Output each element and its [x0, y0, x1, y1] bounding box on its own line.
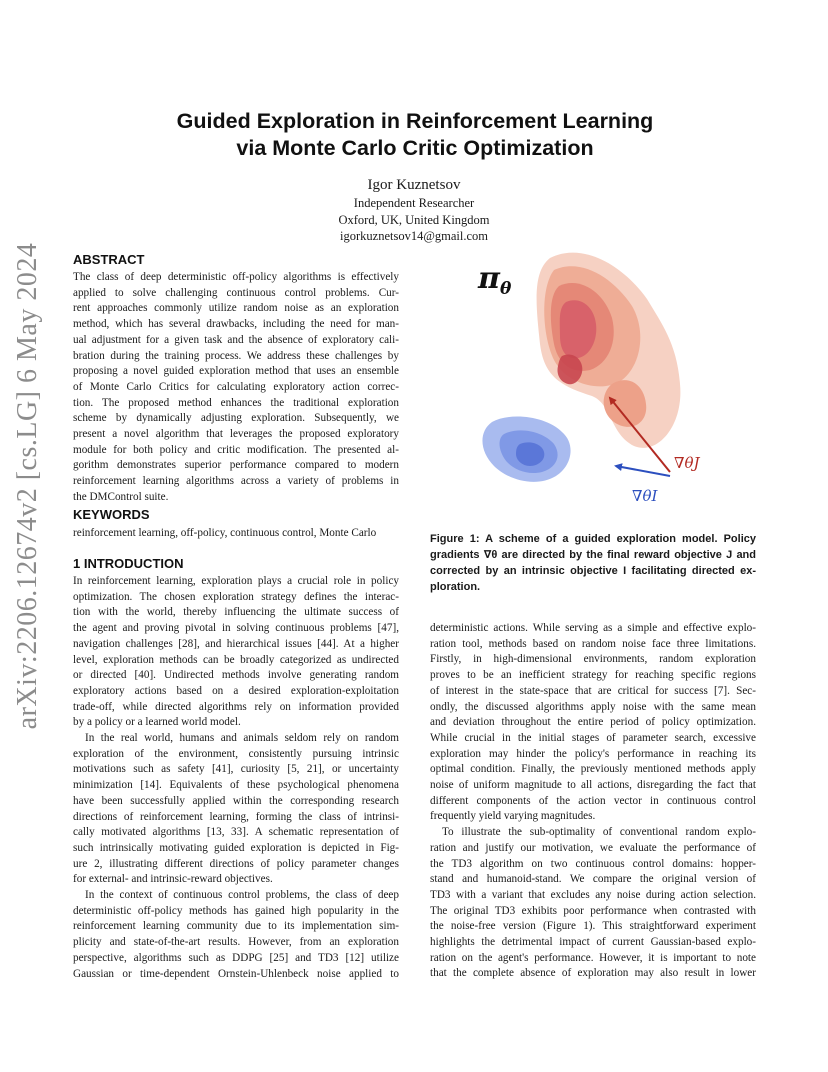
caption-line: Figure 1: A scheme of a guided exploration model. Policy: [430, 533, 756, 545]
caption-line: gradients ∇θ are directed by the final reward objective J and: [430, 549, 756, 561]
intro-line: such intrinsically motivating guided exploration is depicted in Fig-: [73, 841, 399, 854]
abstract-heading: ABSTRACT: [73, 252, 145, 267]
intro-line: In the real world, humans and animals seldom rely on random: [85, 732, 399, 745]
caption-line: ploration.: [430, 581, 481, 593]
intro-line: the agent and proving pivotal in solving continuous problems [47],: [73, 622, 399, 635]
abstract-line: present a novel algorithm that leverages the proposed exploratory: [73, 428, 399, 441]
right-line: TD3 with a variant that excludes any noise during action selection.: [430, 888, 756, 901]
right-line: ration on the agent's performance. However, it is important to note: [430, 951, 756, 964]
right-column-body: [430, 621, 756, 982]
introduction-heading: 1 INTRODUCTION: [73, 556, 184, 571]
keywords-heading: KEYWORDS: [73, 507, 150, 522]
right-line: ration and justify our motivation, we evaluate the performance of: [430, 841, 756, 854]
abstract-line: scheme by dynamically adjusting exploration. Subsequently, we: [73, 412, 399, 425]
intro-line: optimization. The chosen exploration strategy defines the interac-: [73, 590, 399, 603]
policy-label: [477, 261, 512, 299]
right-line: To illustrate the sub-optimality of conventional random explo-: [442, 826, 756, 839]
right-line: different components of the action vector in continuous control: [430, 794, 756, 807]
caption-line: corrected by an intrinsic objective I facilitating directed ex-: [430, 565, 756, 577]
right-line: Firstly, in high-dimensional environments, random exploration: [430, 653, 756, 666]
right-line: the TD3 algorithm on two continuous control domains: hopper-: [430, 857, 756, 870]
right-line: frequently yield varying magnitudes.: [430, 810, 596, 823]
intro-line: plicity and state-of-the-art results. However, from an exploration: [73, 936, 399, 949]
intro-line: tion with the world, thereby influencing the ultimate success of: [73, 606, 399, 619]
intro-line: exploration of the environment, consistently pursuing intrinsic: [73, 747, 399, 760]
abstract-line: proposing a novel guided exploration method that uses an ensemble: [73, 365, 399, 378]
keywords-text: reinforcement learning, off-policy, continuous control, Monte Carlo: [73, 527, 377, 539]
abstract-line: ual adjustment for a given task and the absence of exploratory cali-: [73, 333, 399, 346]
grad-i-arrow: [616, 466, 670, 476]
intro-paragraph: [73, 574, 399, 731]
author-location: Oxford, UK, United Kingdom: [338, 212, 490, 227]
right-line: of interest in the state-space that are critical for success [7]. Sec-: [430, 684, 756, 697]
intro-paragraph: [73, 888, 399, 982]
intro-line: trade-off, while directed algorithms rely on information provided: [73, 700, 399, 713]
right-line: highlights the detrimental impact of current Gaussian-based explo-: [430, 936, 756, 949]
intro-line: cally motivated algorithms [13, 33]. A schematic representation of: [73, 826, 399, 839]
title-line-1: Guided Exploration in Reinforcement Learning: [176, 109, 654, 133]
grad-i-label: ∇θI: [632, 487, 658, 505]
intro-line: Gaussian or time-dependent Ornstein-Uhlenbeck noise applied to: [73, 967, 399, 980]
intro-line: directions of reinforcement learning, forming the class of intrinsi-: [73, 810, 399, 823]
right-paragraph: [430, 825, 756, 982]
intro-line: or directed [40]. Undirected methods involve generating random: [73, 669, 399, 682]
intro-line: ure 2, illustrating different directions of policy parameter changes: [73, 857, 399, 870]
right-line: the noise-free version (Figure 1). This straightforward experiment: [430, 920, 756, 933]
right-line: and deviation throughout the entire period of policy optimization.: [430, 716, 756, 729]
abstract-line: the DMControl suite.: [73, 490, 169, 503]
intro-line: perspective, algorithms such as DDPG [25] and TD3 [12] utilize: [73, 951, 399, 964]
intro-line: reinforcement learning community due to its implementation sim-: [73, 920, 399, 933]
abstract-line: gorithm demonstrates superior performance compared to modern: [73, 459, 399, 472]
arxiv-stamp: arXiv:2206.12674v2 [cs.LG] 6 May 2024: [12, 242, 43, 730]
right-line: stand and humanoid-stand. We compare the original version of: [430, 873, 756, 886]
abstract-line: of Monte Carlo Critics for calculating exploratory action correc-: [73, 380, 399, 393]
intro-line: have been successfully applied within the corresponding research: [73, 794, 399, 807]
abstract-line: reinforcement learning algorithms across a variety of problems in: [73, 475, 399, 488]
right-line: optimal condition. Finally, the previously mentioned methods apply: [430, 763, 756, 776]
right-line: exploration may hinder the policy's performance in reaching its: [430, 747, 756, 760]
intro-line: deterministic off-policy methods has gained high popularity in the: [73, 904, 399, 917]
grad-j-label: ∇θJ: [674, 454, 700, 472]
policy-subscript: θ: [499, 279, 512, 299]
intro-line: level, exploration methods can be broadly categorized as undirected: [73, 653, 399, 666]
abstract-line: The class of deep deterministic off-policy algorithms is effectively: [73, 271, 399, 283]
author-name: Igor Kuznetsov: [367, 177, 461, 193]
intro-line: In the context of continuous control problems, the class of deep: [85, 889, 399, 902]
author-block: [214, 175, 614, 245]
right-line: The original TD3 exhibits poor performance when contrasted with: [430, 904, 756, 917]
abstract-line: module for both policy and critic modification. The presented al-: [73, 443, 399, 456]
introduction-body: [73, 574, 399, 982]
abstract-body: [73, 270, 399, 506]
intro-line: In reinforcement learning, exploration plays a crucial role in policy: [73, 575, 399, 587]
right-paragraph: [430, 621, 756, 825]
figure-1-diagram: [462, 244, 760, 516]
right-line: deterministic actions. While serving as a simple and effective explo-: [430, 622, 756, 634]
intro-line: exploratory actions based on a desired exploration-exploitation: [73, 684, 399, 697]
figure-1-caption: [430, 531, 756, 595]
right-line: proves to be an inefficient strategy for reaching specific regions: [430, 669, 756, 682]
right-line: While crucial in the initial stages of parameter search, excessive: [430, 731, 756, 744]
right-line: noise of uniform magnitude to all actions, disregarding the fact that: [430, 779, 756, 792]
author-email: igorkuznetsov14@gmail.com: [340, 229, 488, 243]
abstract-line: bration during the training process. We address these challenges by: [73, 349, 399, 362]
intro-line: minimization [14]. Equivalents of these psychological phenomena: [73, 779, 399, 792]
author-affiliation: Independent Researcher: [353, 196, 475, 210]
right-line: ration tool, methods based on random noise face three limitations.: [430, 637, 756, 650]
title-line-2: via Monte Carlo Critic Optimization: [236, 136, 594, 160]
intro-line: navigation challenges [28], and hierarchical issues [44]. At a higher: [73, 637, 399, 650]
abstract-line: applied to solve challenging continuous control problems. Cur-: [73, 286, 399, 299]
intro-line: for external- and intrinsic-reward objectives.: [73, 873, 273, 886]
paper-title: [100, 108, 730, 162]
abstract-line: method, which has several drawbacks, including the need for man-: [73, 318, 399, 331]
intro-line: by a policy or a learned world model.: [73, 716, 241, 729]
abstract-line: tion. The proposed method enhances the traditional exploration: [73, 396, 399, 409]
policy-symbol: π: [478, 261, 500, 296]
abstract-line: rent approaches commonly utilize random noise as an exploration: [73, 302, 399, 315]
intro-paragraph: [73, 731, 399, 888]
intro-line: motivations such as safety [41], curiosity [5, 21], or uncertainty: [73, 763, 399, 776]
right-line: ondly, the discussed algorithms apply noise with the same mean: [430, 700, 756, 713]
right-line: that the complete absence of exploration may also result in lower: [430, 967, 756, 980]
